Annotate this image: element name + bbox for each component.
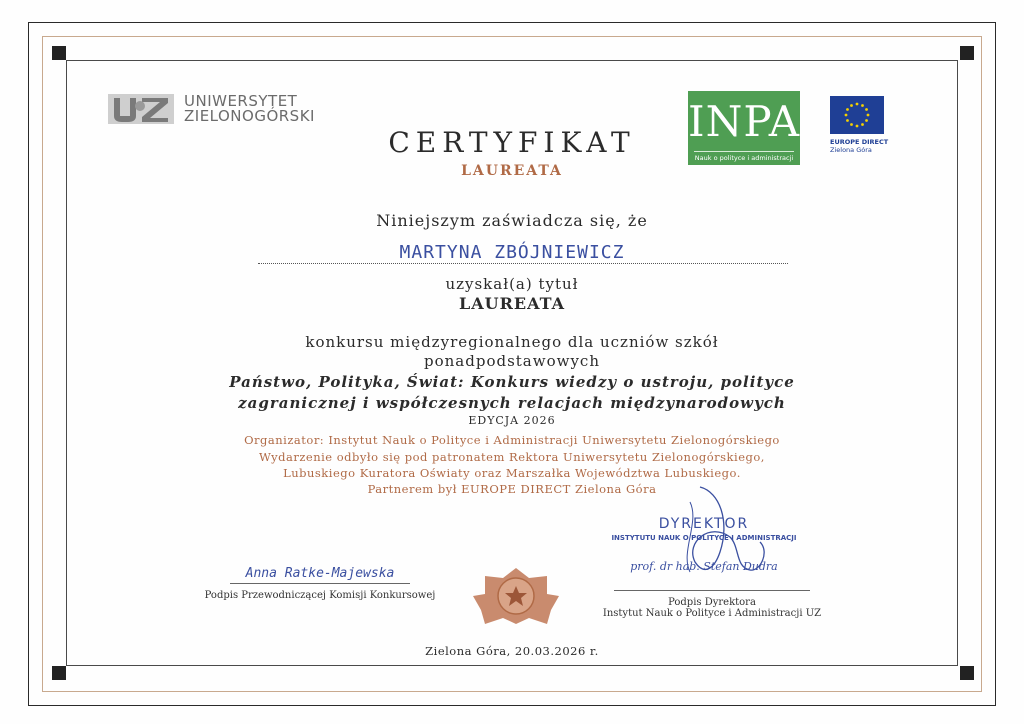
contest-title-line2: zagranicznej i współczesnych relacjach międzynarodowych [238,394,786,412]
director-signature [594,590,830,619]
eu-star [867,114,870,117]
eu-star [856,103,859,106]
uz-emblem-icon [106,90,176,128]
place-and-date: Zielona Góra, 20.03.2026 r. [425,644,599,658]
obtained-text: uzyskał(a) tytuł [445,275,579,293]
eu-star [850,104,853,107]
partner-line: Partnerem był EUROPE DIRECT Zielona Góra [367,482,657,496]
europe-direct-title: EUROPE DIRECT [830,138,889,146]
contest-description-line2: ponadpodstawowych [424,352,600,370]
star-seal-icon [471,566,561,626]
eu-star [865,108,868,111]
university-name-line2: ZIELONOGÓRSKI [184,107,315,125]
award-title: LAUREATA [458,294,566,313]
eu-star [845,114,848,117]
corner-ornament-bottom-right [960,666,974,680]
right-signature-caption-line1: Podpis Dyrektora [668,597,756,608]
eu-star [865,119,868,122]
handwritten-signature-left: Anna Ratke-Majewska [245,566,395,581]
eu-star [846,119,849,122]
inpa-wordmark: INPA [688,97,801,146]
edition-label: EDYCJA 2026 [468,414,556,427]
inpa-tagline: Nauk o polityce i administracji [694,151,794,162]
certificate-title: CERTYFIKAT [388,126,636,159]
patronage-line2: Lubuskiego Kuratora Oświaty oraz Marszałka Województwa Lubuskiego. [283,466,741,480]
stamp-institute: INSTYTUTU NAUK O POLITYCE I ADMINISTRACJI [611,534,797,542]
corner-ornament-bottom-left [52,666,66,680]
name-dotted-line [258,263,788,264]
signature-line-right [614,590,810,591]
intro-text: Niniejszym zaświadcza się, że [376,211,648,230]
stamp-title: DYREKTOR [658,516,750,532]
right-signature-caption-line2: Instytut Nauk o Polityce i Administracji UZ [602,608,822,619]
commission-chair-signature [200,566,440,601]
eu-star [846,108,849,111]
left-signature-caption: Podpis Przewodniczącej Komisji Konkursowej [204,590,436,601]
director-handwritten-signature [660,482,790,582]
eu-star [861,104,864,107]
contest-title-line1: Państwo, Polityka, Świat: Konkurs wiedzy o ustroju, polityce [229,373,795,391]
contest-description-line1: konkursu międzyregionalnego dla uczniów szkół [305,333,719,351]
certificate-subtitle: LAUREATA [461,163,563,179]
university-name-line1: UNIWERSYTET [184,92,298,110]
organizer-line: Organizator: Instytut Nauk o Polityce i Administracji Uniwersytetu Zielonogórskiego [244,433,780,447]
patronage-line1: Wydarzenie odbyło się pod patronatem Rektora Uniwersytetu Zielonogórskiego, [259,450,765,464]
europe-direct-city: Zielona Góra [830,146,872,154]
recipient-name: MARTYNA ZBÓJNIEWICZ [399,242,625,263]
university-logo [106,90,315,128]
stamp-person: prof. dr hab. Stefan Dudra [630,560,778,573]
corner-ornament-top-left [52,46,66,60]
corner-ornament-top-right [960,46,974,60]
signature-line-left [230,583,410,584]
